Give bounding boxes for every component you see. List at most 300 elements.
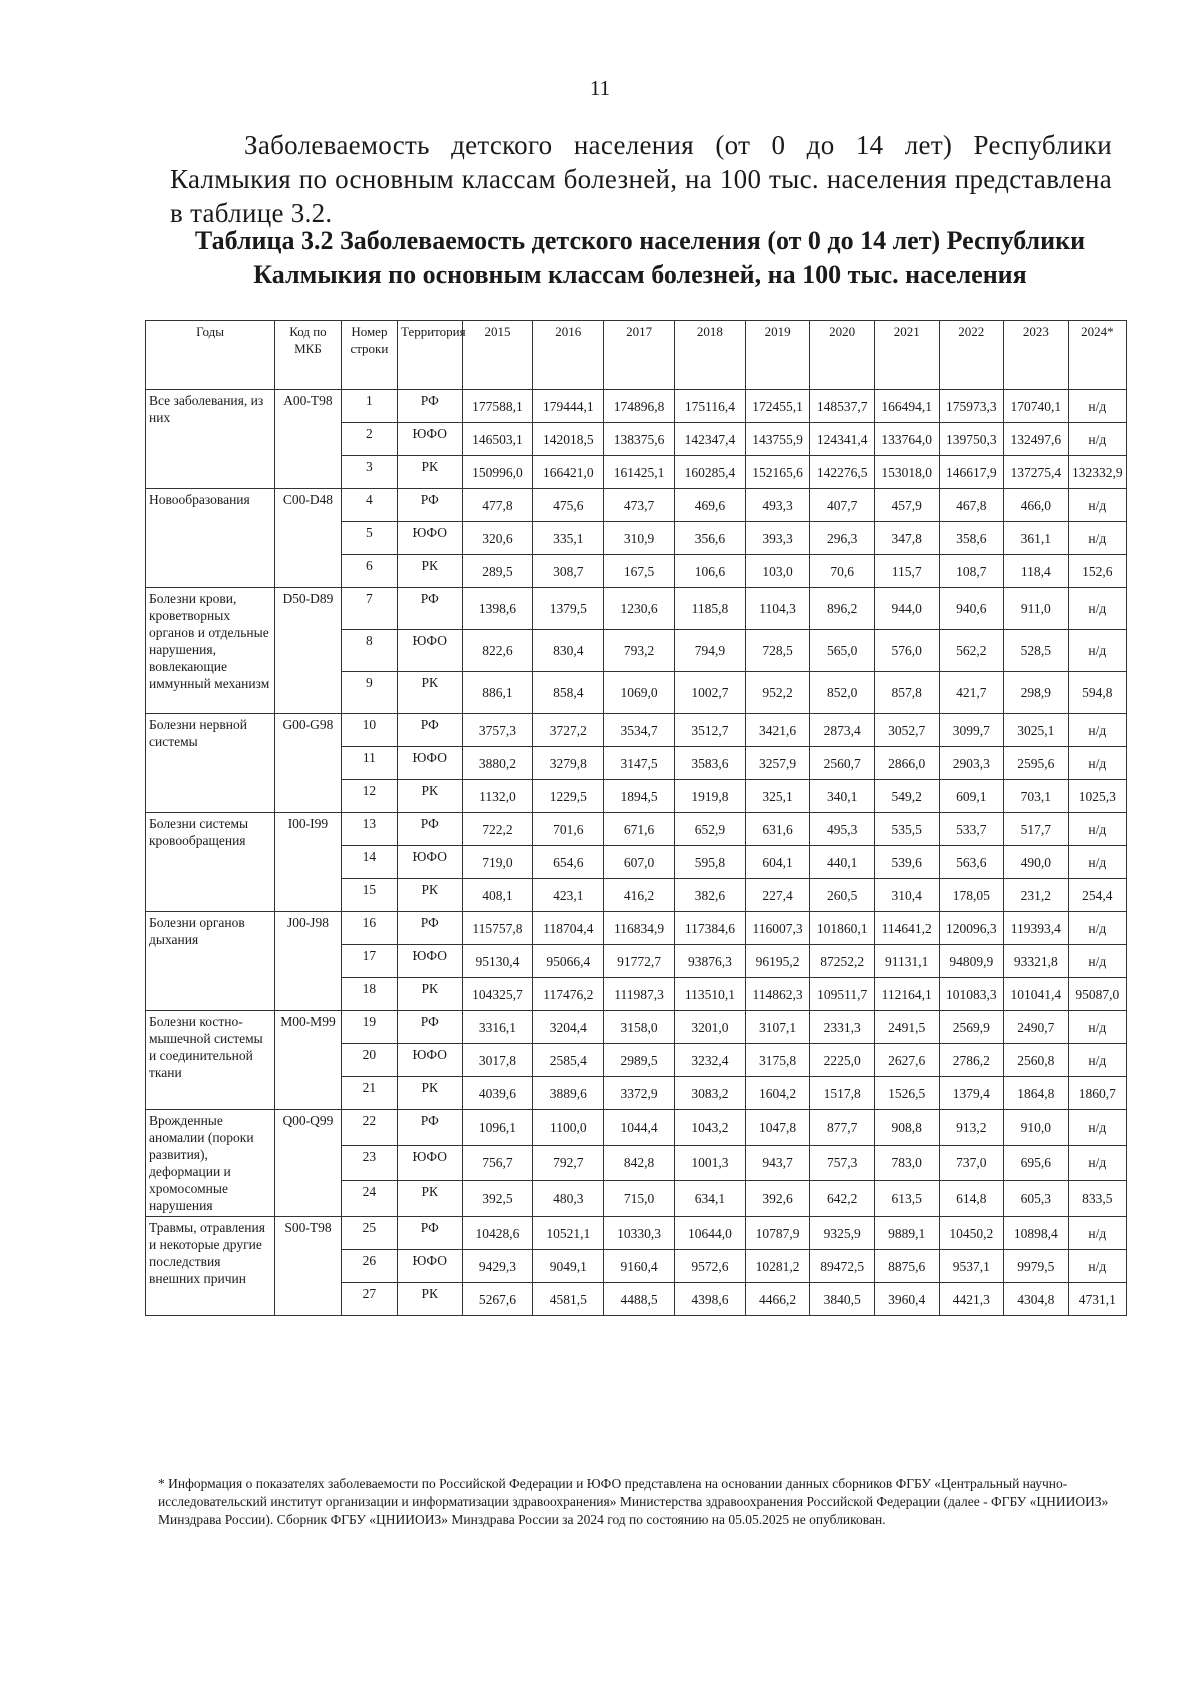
value-cell: 3840,5: [810, 1283, 875, 1316]
value-cell: 91131,1: [874, 945, 939, 978]
value-cell: н/д: [1068, 1217, 1126, 1250]
disease-class-cell: Болезни костно-мышечной системы и соединительной ткани: [146, 1011, 275, 1110]
value-cell: 118704,4: [533, 912, 604, 945]
row-number-cell: 9: [341, 672, 397, 714]
value-cell: 421,7: [939, 672, 1004, 714]
value-cell: 490,0: [1004, 846, 1069, 879]
value-cell: 296,3: [810, 522, 875, 555]
value-cell: 3960,4: [874, 1283, 939, 1316]
value-cell: 722,2: [462, 813, 533, 846]
territory-cell: ЮФО: [398, 522, 463, 555]
value-cell: 361,1: [1004, 522, 1069, 555]
value-cell: 2595,6: [1004, 747, 1069, 780]
value-cell: 172455,1: [745, 390, 810, 423]
value-cell: 170740,1: [1004, 390, 1069, 423]
value-cell: 908,8: [874, 1110, 939, 1146]
row-number-cell: 21: [341, 1077, 397, 1110]
value-cell: 493,3: [745, 489, 810, 522]
value-cell: 2866,0: [874, 747, 939, 780]
value-cell: 605,3: [1004, 1181, 1069, 1217]
value-cell: 101041,4: [1004, 978, 1069, 1011]
row-number-cell: 2: [341, 423, 397, 456]
row-number-cell: 20: [341, 1044, 397, 1077]
value-cell: 3204,4: [533, 1011, 604, 1044]
value-cell: н/д: [1068, 813, 1126, 846]
value-cell: 652,9: [675, 813, 746, 846]
value-cell: 5267,6: [462, 1283, 533, 1316]
value-cell: 260,5: [810, 879, 875, 912]
disease-class-cell: Болезни органов дыхания: [146, 912, 275, 1011]
value-cell: 9160,4: [604, 1250, 675, 1283]
value-cell: 3017,8: [462, 1044, 533, 1077]
value-cell: 179444,1: [533, 390, 604, 423]
value-cell: 132497,6: [1004, 423, 1069, 456]
value-cell: 3025,1: [1004, 714, 1069, 747]
value-cell: 119393,4: [1004, 912, 1069, 945]
table-header-row: [146, 321, 1127, 390]
value-cell: 3880,2: [462, 747, 533, 780]
icd-code-cell: I00-I99: [275, 813, 342, 912]
value-cell: 944,0: [874, 588, 939, 630]
value-cell: 152165,6: [745, 456, 810, 489]
morbidity-table: [145, 320, 1127, 1316]
value-cell: 113510,1: [675, 978, 746, 1011]
value-cell: 3372,9: [604, 1077, 675, 1110]
value-cell: 1096,1: [462, 1110, 533, 1146]
value-cell: 671,6: [604, 813, 675, 846]
value-cell: 4304,8: [1004, 1283, 1069, 1316]
value-cell: 634,1: [675, 1181, 746, 1217]
value-cell: 143755,9: [745, 423, 810, 456]
value-cell: 910,0: [1004, 1110, 1069, 1146]
value-cell: 1379,5: [533, 588, 604, 630]
value-cell: 2225,0: [810, 1044, 875, 1077]
value-cell: 896,2: [810, 588, 875, 630]
row-number-cell: 3: [341, 456, 397, 489]
territory-cell: РК: [398, 1283, 463, 1316]
value-cell: 9537,1: [939, 1250, 1004, 1283]
icd-code-cell: М00-М99: [275, 1011, 342, 1110]
value-cell: 2627,6: [874, 1044, 939, 1077]
row-number-cell: 11: [341, 747, 397, 780]
territory-cell: ЮФО: [398, 846, 463, 879]
value-cell: 148537,7: [810, 390, 875, 423]
territory-cell: РФ: [398, 390, 463, 423]
value-cell: 124341,4: [810, 423, 875, 456]
value-cell: 886,1: [462, 672, 533, 714]
value-cell: 4421,3: [939, 1283, 1004, 1316]
value-cell: 943,7: [745, 1145, 810, 1181]
value-cell: 175973,3: [939, 390, 1004, 423]
table-row: [146, 714, 1127, 747]
value-cell: 3175,8: [745, 1044, 810, 1077]
value-cell: н/д: [1068, 1044, 1126, 1077]
row-number-cell: 14: [341, 846, 397, 879]
value-cell: н/д: [1068, 1145, 1126, 1181]
value-cell: 1132,0: [462, 780, 533, 813]
value-cell: 613,5: [874, 1181, 939, 1217]
value-cell: 642,2: [810, 1181, 875, 1217]
value-cell: 408,1: [462, 879, 533, 912]
value-cell: 4488,5: [604, 1283, 675, 1316]
icd-code-cell: А00-Т98: [275, 390, 342, 489]
value-cell: 1043,2: [675, 1110, 746, 1146]
territory-cell: РФ: [398, 1110, 463, 1146]
value-cell: 1001,3: [675, 1145, 746, 1181]
value-cell: 335,1: [533, 522, 604, 555]
value-cell: 289,5: [462, 555, 533, 588]
territory-cell: РК: [398, 555, 463, 588]
value-cell: 4398,6: [675, 1283, 746, 1316]
value-cell: 116007,3: [745, 912, 810, 945]
table-caption: Таблица 3.2 Заболеваемость детского населения (от 0 до 14 лет) Республики Калмыкия по основным классам болезней, на 100 тыс. населения: [194, 226, 1086, 289]
disease-class-cell: Новообразования: [146, 489, 275, 588]
value-cell: 308,7: [533, 555, 604, 588]
icd-code-cell: D50-D89: [275, 588, 342, 714]
territory-cell: РК: [398, 879, 463, 912]
value-cell: 178,05: [939, 879, 1004, 912]
column-header: 2020: [810, 321, 875, 390]
value-cell: 793,2: [604, 630, 675, 672]
value-cell: 533,7: [939, 813, 1004, 846]
territory-cell: РК: [398, 1181, 463, 1217]
value-cell: 116834,9: [604, 912, 675, 945]
value-cell: 101083,3: [939, 978, 1004, 1011]
value-cell: 794,9: [675, 630, 746, 672]
column-header: 2019: [745, 321, 810, 390]
value-cell: 719,0: [462, 846, 533, 879]
value-cell: 392,6: [745, 1181, 810, 1217]
value-cell: 477,8: [462, 489, 533, 522]
value-cell: 549,2: [874, 780, 939, 813]
value-cell: 3257,9: [745, 747, 810, 780]
row-number-cell: 15: [341, 879, 397, 912]
column-header: 2021: [874, 321, 939, 390]
row-number-cell: 8: [341, 630, 397, 672]
value-cell: 142276,5: [810, 456, 875, 489]
value-cell: 320,6: [462, 522, 533, 555]
row-number-cell: 1: [341, 390, 397, 423]
table-row: [146, 1217, 1127, 1250]
value-cell: 562,2: [939, 630, 1004, 672]
value-cell: 539,6: [874, 846, 939, 879]
row-number-cell: 19: [341, 1011, 397, 1044]
value-cell: 10281,2: [745, 1250, 810, 1283]
value-cell: 95066,4: [533, 945, 604, 978]
value-cell: 1894,5: [604, 780, 675, 813]
value-cell: 2989,5: [604, 1044, 675, 1077]
territory-cell: РФ: [398, 912, 463, 945]
territory-cell: РФ: [398, 813, 463, 846]
value-cell: 4581,5: [533, 1283, 604, 1316]
value-cell: 382,6: [675, 879, 746, 912]
territory-cell: РФ: [398, 1011, 463, 1044]
icd-code-cell: G00-G98: [275, 714, 342, 813]
value-cell: 142347,4: [675, 423, 746, 456]
value-cell: 654,6: [533, 846, 604, 879]
value-cell: 94809,9: [939, 945, 1004, 978]
row-number-cell: 5: [341, 522, 397, 555]
value-cell: 3232,4: [675, 1044, 746, 1077]
value-cell: 701,6: [533, 813, 604, 846]
value-cell: 9049,1: [533, 1250, 604, 1283]
row-number-cell: 6: [341, 555, 397, 588]
value-cell: 150996,0: [462, 456, 533, 489]
icd-code-cell: Q00-Q99: [275, 1110, 342, 1217]
value-cell: 9979,5: [1004, 1250, 1069, 1283]
value-cell: 166421,0: [533, 456, 604, 489]
column-header: 2018: [675, 321, 746, 390]
value-cell: 4039,6: [462, 1077, 533, 1110]
value-cell: н/д: [1068, 1110, 1126, 1146]
value-cell: 95087,0: [1068, 978, 1126, 1011]
value-cell: 358,6: [939, 522, 1004, 555]
value-cell: 227,4: [745, 879, 810, 912]
table-row: [146, 1110, 1127, 1146]
value-cell: 3052,7: [874, 714, 939, 747]
territory-cell: ЮФО: [398, 1250, 463, 1283]
value-cell: 1230,6: [604, 588, 675, 630]
column-header: 2016: [533, 321, 604, 390]
value-cell: 1860,7: [1068, 1077, 1126, 1110]
value-cell: 152,6: [1068, 555, 1126, 588]
icd-code-cell: S00-T98: [275, 1217, 342, 1316]
value-cell: 475,6: [533, 489, 604, 522]
value-cell: 175116,4: [675, 390, 746, 423]
table-row: [146, 912, 1127, 945]
value-cell: н/д: [1068, 588, 1126, 630]
value-cell: 347,8: [874, 522, 939, 555]
value-cell: 1100,0: [533, 1110, 604, 1146]
value-cell: 467,8: [939, 489, 1004, 522]
value-cell: 604,1: [745, 846, 810, 879]
disease-class-cell: Врожденные аномалии (пороки развития), деформации и хромосомные нарушения: [146, 1110, 275, 1217]
value-cell: 3421,6: [745, 714, 810, 747]
value-cell: 473,7: [604, 489, 675, 522]
value-cell: 3316,1: [462, 1011, 533, 1044]
value-cell: 2786,2: [939, 1044, 1004, 1077]
value-cell: 310,9: [604, 522, 675, 555]
value-cell: 120096,3: [939, 912, 1004, 945]
value-cell: 10644,0: [675, 1217, 746, 1250]
table-row: [146, 813, 1127, 846]
value-cell: 167,5: [604, 555, 675, 588]
value-cell: 93876,3: [675, 945, 746, 978]
value-cell: 822,6: [462, 630, 533, 672]
row-number-cell: 4: [341, 489, 397, 522]
value-cell: 9889,1: [874, 1217, 939, 1250]
value-cell: 877,7: [810, 1110, 875, 1146]
value-cell: 87252,2: [810, 945, 875, 978]
value-cell: 4466,2: [745, 1283, 810, 1316]
value-cell: 3083,2: [675, 1077, 746, 1110]
value-cell: 95130,4: [462, 945, 533, 978]
value-cell: 177588,1: [462, 390, 533, 423]
value-cell: 118,4: [1004, 555, 1069, 588]
territory-cell: РФ: [398, 1217, 463, 1250]
value-cell: 517,7: [1004, 813, 1069, 846]
value-cell: 1104,3: [745, 588, 810, 630]
value-cell: 756,7: [462, 1145, 533, 1181]
column-header: Код по МКБ: [275, 321, 342, 390]
territory-cell: РК: [398, 978, 463, 1011]
territory-cell: РФ: [398, 714, 463, 747]
value-cell: 715,0: [604, 1181, 675, 1217]
value-cell: 1919,8: [675, 780, 746, 813]
value-cell: н/д: [1068, 423, 1126, 456]
value-cell: 132332,9: [1068, 456, 1126, 489]
value-cell: 737,0: [939, 1145, 1004, 1181]
value-cell: 565,0: [810, 630, 875, 672]
value-cell: 609,1: [939, 780, 1004, 813]
value-cell: 114862,3: [745, 978, 810, 1011]
row-number-cell: 26: [341, 1250, 397, 1283]
value-cell: 115757,8: [462, 912, 533, 945]
value-cell: 298,9: [1004, 672, 1069, 714]
value-cell: 153018,0: [874, 456, 939, 489]
value-cell: 830,4: [533, 630, 604, 672]
disease-class-cell: Болезни нервной системы: [146, 714, 275, 813]
table-row: [146, 588, 1127, 630]
value-cell: 728,5: [745, 630, 810, 672]
value-cell: 3099,7: [939, 714, 1004, 747]
value-cell: 89472,5: [810, 1250, 875, 1283]
value-cell: 231,2: [1004, 879, 1069, 912]
value-cell: 133764,0: [874, 423, 939, 456]
value-cell: 117476,2: [533, 978, 604, 1011]
value-cell: 8875,6: [874, 1250, 939, 1283]
value-cell: 469,6: [675, 489, 746, 522]
value-cell: н/д: [1068, 714, 1126, 747]
value-cell: 3534,7: [604, 714, 675, 747]
territory-cell: ЮФО: [398, 1044, 463, 1077]
row-number-cell: 12: [341, 780, 397, 813]
value-cell: 310,4: [874, 879, 939, 912]
value-cell: 3727,2: [533, 714, 604, 747]
value-cell: 695,6: [1004, 1145, 1069, 1181]
value-cell: 1398,6: [462, 588, 533, 630]
territory-cell: ЮФО: [398, 747, 463, 780]
value-cell: 3512,7: [675, 714, 746, 747]
value-cell: 757,3: [810, 1145, 875, 1181]
territory-cell: РФ: [398, 588, 463, 630]
table-row: [146, 390, 1127, 423]
row-number-cell: 16: [341, 912, 397, 945]
value-cell: 2560,8: [1004, 1044, 1069, 1077]
column-header: Годы: [146, 321, 275, 390]
value-cell: 1002,7: [675, 672, 746, 714]
value-cell: 913,2: [939, 1110, 1004, 1146]
row-number-cell: 7: [341, 588, 397, 630]
value-cell: 114641,2: [874, 912, 939, 945]
table-row: [146, 489, 1127, 522]
value-cell: н/д: [1068, 1250, 1126, 1283]
value-cell: 4731,1: [1068, 1283, 1126, 1316]
value-cell: 1517,8: [810, 1077, 875, 1110]
value-cell: 10787,9: [745, 1217, 810, 1250]
row-number-cell: 22: [341, 1110, 397, 1146]
value-cell: 109511,7: [810, 978, 875, 1011]
value-cell: н/д: [1068, 912, 1126, 945]
value-cell: 1044,4: [604, 1110, 675, 1146]
territory-cell: РК: [398, 672, 463, 714]
value-cell: 139750,3: [939, 423, 1004, 456]
column-header: Территория: [398, 321, 463, 390]
value-cell: н/д: [1068, 747, 1126, 780]
value-cell: 594,8: [1068, 672, 1126, 714]
row-number-cell: 17: [341, 945, 397, 978]
value-cell: 3201,0: [675, 1011, 746, 1044]
value-cell: 146503,1: [462, 423, 533, 456]
value-cell: 2585,4: [533, 1044, 604, 1077]
value-cell: н/д: [1068, 630, 1126, 672]
value-cell: 161425,1: [604, 456, 675, 489]
value-cell: 495,3: [810, 813, 875, 846]
value-cell: 2873,4: [810, 714, 875, 747]
value-cell: 842,8: [604, 1145, 675, 1181]
value-cell: 857,8: [874, 672, 939, 714]
value-cell: н/д: [1068, 1011, 1126, 1044]
value-cell: 563,6: [939, 846, 1004, 879]
row-number-cell: 23: [341, 1145, 397, 1181]
row-number-cell: 10: [341, 714, 397, 747]
column-header: 2022: [939, 321, 1004, 390]
icd-code-cell: С00-D48: [275, 489, 342, 588]
value-cell: 2491,5: [874, 1011, 939, 1044]
value-cell: 340,1: [810, 780, 875, 813]
value-cell: 10450,2: [939, 1217, 1004, 1250]
value-cell: 106,6: [675, 555, 746, 588]
disease-class-cell: Все заболевания, из них: [146, 390, 275, 489]
value-cell: 528,5: [1004, 630, 1069, 672]
disease-class-cell: Травмы, отравления и некоторые другие последствия внешних причин: [146, 1217, 275, 1316]
value-cell: 117384,6: [675, 912, 746, 945]
value-cell: 393,3: [745, 522, 810, 555]
page-number: 11: [589, 76, 611, 100]
table-row: [146, 1011, 1127, 1044]
value-cell: 940,6: [939, 588, 1004, 630]
value-cell: 2490,7: [1004, 1011, 1069, 1044]
row-number-cell: 13: [341, 813, 397, 846]
value-cell: 466,0: [1004, 489, 1069, 522]
value-cell: 3583,6: [675, 747, 746, 780]
value-cell: н/д: [1068, 846, 1126, 879]
value-cell: 10330,3: [604, 1217, 675, 1250]
territory-cell: РК: [398, 456, 463, 489]
value-cell: 1379,4: [939, 1077, 1004, 1110]
territory-cell: ЮФО: [398, 945, 463, 978]
value-cell: 10898,4: [1004, 1217, 1069, 1250]
value-cell: 783,0: [874, 1145, 939, 1181]
value-cell: 3279,8: [533, 747, 604, 780]
value-cell: 2331,3: [810, 1011, 875, 1044]
value-cell: 1229,5: [533, 780, 604, 813]
value-cell: 576,0: [874, 630, 939, 672]
row-number-cell: 25: [341, 1217, 397, 1250]
value-cell: 952,2: [745, 672, 810, 714]
value-cell: 142018,5: [533, 423, 604, 456]
value-cell: 2903,3: [939, 747, 1004, 780]
value-cell: 91772,7: [604, 945, 675, 978]
value-cell: 1604,2: [745, 1077, 810, 1110]
value-cell: 703,1: [1004, 780, 1069, 813]
column-header: 2017: [604, 321, 675, 390]
intro-paragraph: Заболеваемость детского населения (от 0 до 14 лет) Республики Калмыкия по основным классам болезней, на 100 тыс. населения представлена в таблице 3.2.: [170, 130, 1112, 228]
value-cell: 1185,8: [675, 588, 746, 630]
value-cell: 3147,5: [604, 747, 675, 780]
value-cell: 3757,3: [462, 714, 533, 747]
territory-cell: ЮФО: [398, 630, 463, 672]
